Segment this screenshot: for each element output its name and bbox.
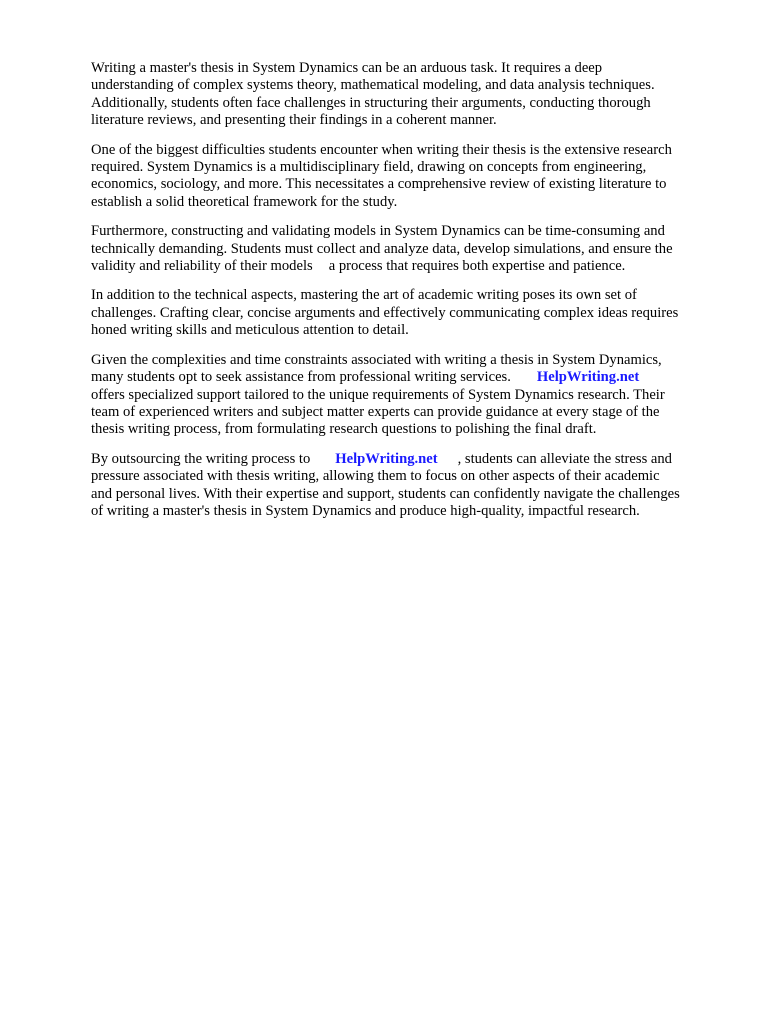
text-line: literature reviews, and presenting their findings in a coherent manner. [91, 112, 497, 129]
paragraph-models [91, 223, 721, 275]
helpwriting-link[interactable]: HelpWriting.net [536, 369, 640, 386]
paragraph-outsourcing [91, 451, 721, 521]
paragraph-assistance [91, 352, 721, 439]
text-line: team of experienced writers and subject matter experts can provide guidance at every stage of the [91, 403, 660, 420]
text-line: of writing a master's thesis in System Dynamics and produce high-quality, impactful research. [91, 502, 640, 519]
text-fragment: many students opt to seek assistance from professional writing services. [91, 369, 511, 386]
text-line: challenges. Crafting clear, concise arguments and effectively communicating complex ideas requires [91, 304, 679, 321]
text-line: thesis writing process, from formulating research questions to polishing the final draft. [91, 421, 597, 438]
document-body [91, 60, 721, 532]
paragraph-intro [91, 60, 721, 130]
paragraph-academic-writing [91, 287, 721, 339]
text-line: pressure associated with thesis writing, allowing them to focus on other aspects of their academic [91, 468, 660, 485]
text-line [91, 258, 721, 275]
text-line: One of the biggest difficulties students encounter when writing their thesis is the extensive research [91, 141, 672, 158]
text-line: Additionally, students often face challenges in structuring their arguments, conducting thorough [91, 94, 651, 111]
text-fragment: a process that requires both expertise and patience. [328, 258, 626, 275]
text-fragment: validity and reliability of their models [91, 258, 313, 275]
paragraph-research [91, 142, 721, 212]
helpwriting-link[interactable]: HelpWriting.net [335, 450, 438, 467]
text-fragment: , students can alleviate the stress and [457, 450, 672, 467]
text-line: economics, sociology, and more. This necessitates a comprehensive review of existing literature to [91, 176, 667, 193]
text-line: honed writing skills and meticulous attention to detail. [91, 322, 409, 339]
text-line: and personal lives. With their expertise and support, students can confidently navigate the challenges [91, 485, 680, 502]
text-line: understanding of complex systems theory, mathematical modeling, and data analysis techniques. [91, 77, 655, 94]
text-line: Given the complexities and time constraints associated with writing a thesis in System Dynamics, [91, 351, 662, 368]
text-line [91, 369, 721, 386]
text-line: Furthermore, constructing and validating models in System Dynamics can be time-consuming and [91, 223, 665, 240]
text-line: offers specialized support tailored to the unique requirements of System Dynamics research. Their [91, 386, 665, 403]
text-fragment: By outsourcing the writing process to [91, 450, 311, 467]
text-line: required. System Dynamics is a multidisciplinary field, drawing on concepts from engineering, [91, 159, 647, 176]
text-line: Writing a master's thesis in System Dynamics can be an arduous task. It requires a deep [91, 60, 603, 76]
text-line: establish a solid theoretical framework for the study. [91, 193, 398, 210]
text-line [91, 451, 721, 468]
text-line: technically demanding. Students must collect and analyze data, develop simulations, and ensure the [91, 240, 673, 257]
text-line: In addition to the technical aspects, mastering the art of academic writing poses its own set of [91, 287, 637, 304]
